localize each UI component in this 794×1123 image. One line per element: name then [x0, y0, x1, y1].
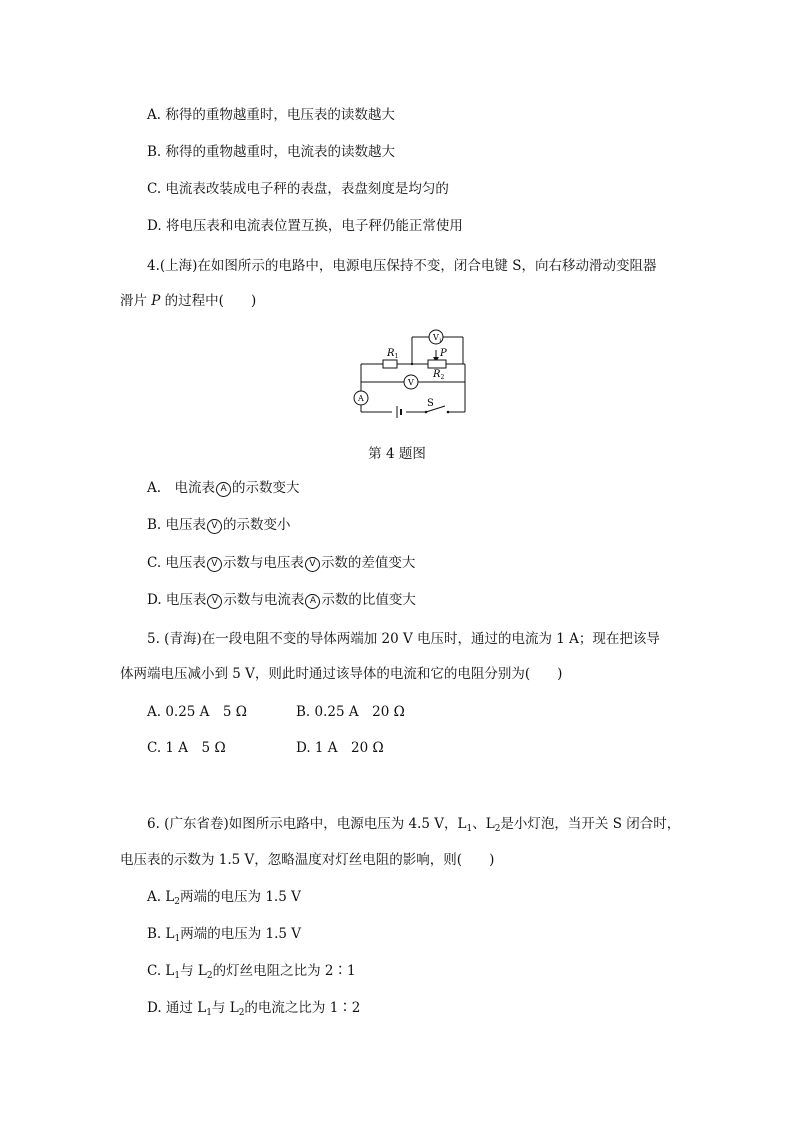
- q6-stem-line2: 电压表的示数为 1.5 V，忽略温度对灯丝电阻的影响，则( ): [120, 852, 495, 868]
- s-label: S: [427, 398, 434, 409]
- battery-icon: [397, 406, 401, 418]
- q5-stem-line2: 体两端电压减小到 5 V，则此时通过该导体的电流和它的电阻分别为( ): [120, 666, 563, 682]
- q5-option-b: B. 0.25 A 20 Ω: [296, 704, 405, 720]
- switch-contact-icon: [425, 411, 428, 414]
- q3-option-c: C. 电流表改装成电子秤的表盘，表盘刻度是均匀的: [147, 181, 449, 197]
- v1-label: $V_1$: [433, 333, 442, 344]
- r2-label: $R_2$: [433, 369, 445, 381]
- v-label: V: [408, 378, 414, 387]
- q3-option-b: B. 称得的重物越重时，电流表的读数越大: [147, 144, 396, 160]
- q6-option-c: C. $L_1$与 $L_2$的灯丝电阻之比为 2∶1: [147, 963, 356, 981]
- q4-option-d: D. 电压表 V 示数与电流表 A 示数的比值变大: [147, 592, 416, 608]
- q4-circuit-diagram: [350, 328, 475, 420]
- ammeter-icon: A: [305, 594, 320, 609]
- resistor-r2: [428, 360, 446, 368]
- q4-stem-line2: 滑片 P 的过程中( ): [120, 293, 257, 309]
- resistor-r1: [383, 360, 397, 368]
- q5-option-d: D. 1 A 20 Ω: [296, 740, 384, 756]
- a-label: A: [358, 394, 364, 403]
- q5-stem-line1: 5. (青海)在一段电阻不变的导体两端加 20 V 电压时，通过的电流为 1 A；现在把该导: [147, 631, 660, 647]
- switch-contact-icon: [447, 411, 450, 414]
- q4-option-b: B. 电压表 V 的示数变小: [147, 517, 291, 533]
- slider-p-label: P: [151, 293, 161, 309]
- q4-option-c: C. 电压表 V 示数与电压表 V 示数的差值变大: [147, 555, 416, 571]
- q5-option-a: A. 0.25 A 5 Ω: [147, 704, 248, 720]
- voltmeter-icon: V: [207, 519, 222, 534]
- q4-option-a: A. 电流表 A 的示数变大: [147, 480, 300, 496]
- r1-label: $R_1$: [387, 348, 399, 360]
- voltmeter-icon: V: [207, 594, 222, 609]
- ammeter-icon: A: [216, 482, 231, 497]
- junction-dot-icon: [411, 363, 413, 365]
- q6-option-b: B. $L_1$两端的电压为 1.5 V: [147, 926, 302, 944]
- q4-stem-line1: 4.(上海)在如图所示的电路中，电源电压保持不变，闭合电键 S，向右移动滑动变阻器: [147, 258, 657, 274]
- q4-figure-caption: 第 4 题图: [368, 446, 426, 462]
- q6-stem-line1: 6. (广东省卷)如图所示电路中，电源电压为 4.5 V，$L_1$、$L_2$是小灯泡，当开关 S 闭合时，: [147, 816, 681, 834]
- voltmeter-icon: V: [305, 557, 320, 572]
- q3-option-a: A. 称得的重物越重时，电压表的读数越大: [147, 107, 395, 123]
- voltmeter-icon: V: [207, 557, 222, 572]
- q6-option-d: D. 通过 $L_1$与 $L_2$的电流之比为 1∶2: [147, 1000, 361, 1018]
- q6-option-a: A. $L_2$两端的电压为 1.5 V: [147, 889, 301, 907]
- q5-option-c: C. 1 A 5 Ω: [147, 740, 226, 756]
- p-label: P: [440, 348, 447, 359]
- q3-option-d: D. 将电压表和电流表位置互换，电子秤仍能正常使用: [147, 218, 463, 234]
